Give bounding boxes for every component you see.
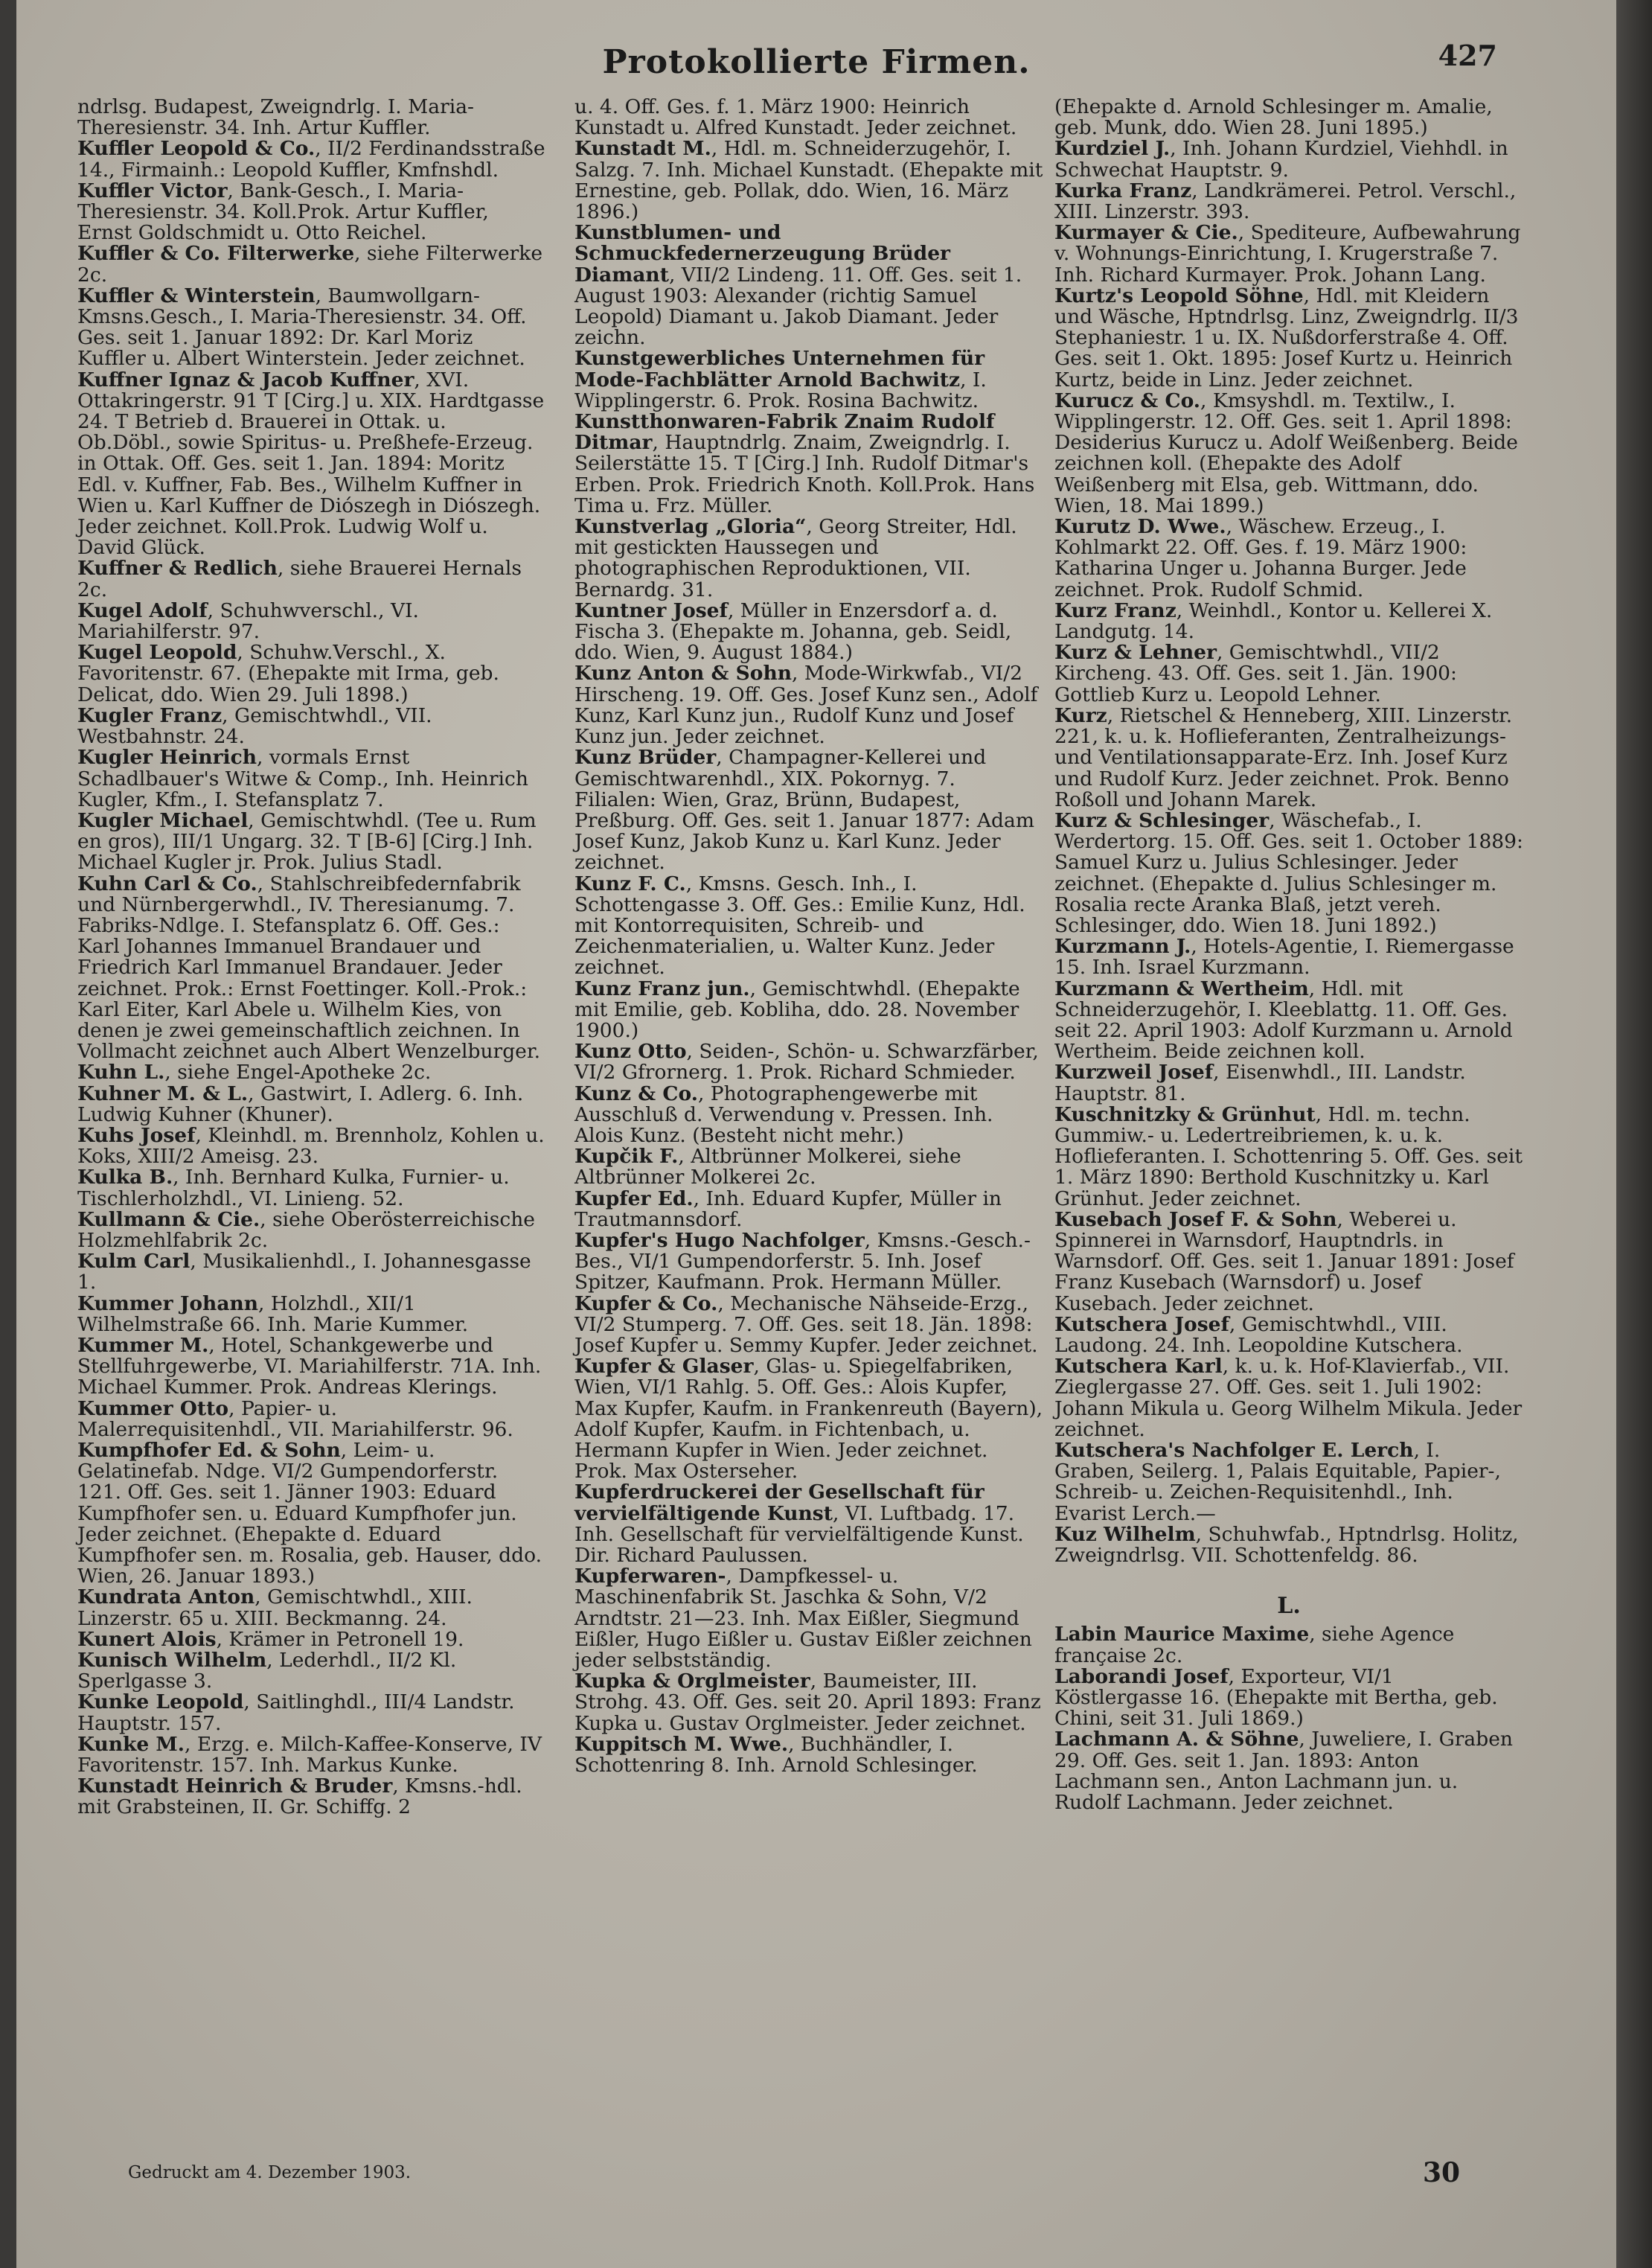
directory-entry: Kunke Leopold, Saitlinghdl., III/4 Landstr. Hauptstr. 157.: [77, 1690, 515, 1735]
firm-name: Kunert Alois: [77, 1627, 217, 1651]
firm-name: Kurz & Lehner: [1054, 641, 1217, 665]
page-edge-shadow: [1616, 0, 1652, 2268]
directory-entry: Kurz & Lehner, Gemischtwhdl., VII/2 Kircheng. 43. Off. Ges. seit 1. Jän. 1900: Gottlieb Kurz u. Leopold Lehner.: [1054, 641, 1457, 706]
firm-name: Kupferwaren-: [574, 1565, 726, 1588]
firm-name: Kurucz & Co.: [1054, 389, 1201, 412]
firm-name: Kulm Carl: [77, 1250, 191, 1274]
directory-entry: Kuntner Josef, Müller in Enzersdorf a. d. Fischa 3. (Ehepakte m. Johanna, geb. Seidl, ddo. Wien, 9. August 1884.): [574, 598, 1012, 665]
directory-entry: Kuschnitzky & Grünhut, Hdl. m. techn. Gummiw.- u. Ledertreibriemen, k. u. k. Hoflieferanten. I. Schottenring 5. Off. Ges. seit 1. März 1890: Berthold Kuschnitzky u. Karl Grünhut. Jeder zeichnet.: [1054, 1102, 1523, 1210]
firm-name: Kuntner Josef: [574, 598, 728, 622]
directory-entry: Kurutz D. Wwe., Wäschew. Erzeug., I. Kohlmarkt 22. Off. Ges. f. 19. März 1900: Katharina Unger u. Johanna Burger. Jede zeichnet. Prok. Rudolf Schmid.: [1054, 515, 1467, 601]
directory-entry: Kupferwaren-, Dampfkessel- u. Maschinenfabrik St. Jaschka & Sohn, V/2 Arndtstr. 21—23. Inh. Max Eißler, Siegmund Eißler, Hugo Eißler u. Gustav Eißler zeichnen jeder selbstständig.: [574, 1565, 1032, 1673]
firm-name: Kunz F. C.: [574, 872, 686, 895]
directory-entry: Kurz Franz, Weinhdl., Kontor u. Kellerei X. Landgutg. 14.: [1054, 598, 1493, 644]
directory-entry: (Ehepakte d. Arnold Schlesinger m. Amalie, geb. Munk, ddo. Wien 28. Juni 1895.): [1054, 95, 1493, 140]
firm-name: Kuffler Victor: [77, 179, 228, 202]
column-right: [1054, 97, 1523, 1813]
firm-name: Kusebach Josef F. & Sohn: [1054, 1207, 1337, 1231]
firm-name: Kurka Franz: [1054, 179, 1192, 202]
directory-entry: Kugler Franz, Gemischtwhdl., VII. Westbahnstr. 24.: [77, 703, 432, 749]
firm-name: Kuppitsch M. Wwe.: [574, 1732, 789, 1756]
directory-entry: Kurz, Rietschel & Henneberg, XIII. Linzerstr. 221, k. u. k. Hoflieferanten, Zentralheizungs- und Ventilationsapparate-Erz. Inh. Josef Kurz und Rudolf Kurz. Jeder zeichnet. Prok. Benno Roßoll und Johann Marek.: [1054, 703, 1513, 811]
directory-entry: Kuhn Carl & Co., Stahlschreibfedernfabrik und Nürnbergerwhdl., IV. Theresianumg. 7. Fabriks-Ndlge. I. Stefansplatz 6. Off. Ges.: Karl Johannes Immanuel Brandauer und Friedrich Karl Immanuel Brandauer. Jeder zeichnet. Prok.: Ernst Foettinger. Koll.-Prok.: Karl Eiter, Karl Abele u. Wilhelm Kies, von denen je zwei gemeinschaftlich zeichnen. In Vollmacht zeichnet auch Albert Wenzelburger.: [77, 872, 541, 1064]
directory-entry: Kunz Franz jun., Gemischtwhdl. (Ehepakte mit Emilie, geb. Kobliha, ddo. 28. November 1900.): [574, 977, 1020, 1042]
firm-name: Kuhs Josef: [77, 1123, 196, 1147]
directory-entry: Kummer Johann, Holzhdl., XII/1 Wilhelmstraße 66. Inh. Marie Kummer.: [77, 1291, 469, 1336]
firm-name: Kurz Franz: [1054, 598, 1176, 622]
firm-name: Kurutz D. Wwe.: [1054, 515, 1226, 539]
firm-name: Kuz Wilhelm: [1054, 1522, 1196, 1546]
firm-name: Kuhn L.: [77, 1061, 165, 1085]
directory-entry: Kuffner & Redlich, siehe Brauerei Hernals 2c.: [77, 557, 522, 601]
firm-name: Kugel Adolf: [77, 598, 208, 622]
firm-name: Kutschera Josef: [1054, 1312, 1229, 1336]
directory-entry: Kupka & Orglmeister, Baumeister, III. Strohg. 43. Off. Ges. seit 20. April 1893: Franz Kupka u. Gustav Orglmeister. Jeder zeichnet.: [574, 1670, 1041, 1735]
directory-entry: Kunisch Wilhelm, Lederhdl., II/2 Kl. Sperlgasse 3.: [77, 1649, 457, 1693]
page-title: Protokollierte Firmen.: [602, 43, 1031, 81]
firm-name: Kunz Anton & Sohn: [574, 662, 792, 686]
directory-entry: Kumpfhofer Ed. & Sohn, Leim- u. Gelatinefab. Ndge. VI/2 Gumpendorferstr. 121. Off. Ges. seit 1. Jänner 1903: Eduard Kumpfhofer sen. u. Eduard Kumpfhofer jun. Jeder zeichnet. (Ehepakte d. Eduard Kumpfhofer sen. m. Rosalia, geb. Hauser, ddo. Wien, 26. Januar 1893.): [77, 1439, 542, 1588]
directory-entry: Kugel Adolf, Schuhwverschl., VI. Mariahilferstr. 97.: [77, 598, 419, 644]
column-middle: [574, 97, 1043, 1776]
firm-name: Kunstadt M.: [574, 137, 711, 161]
directory-entry: Lachmann A. & Söhne, Juweliere, I. Graben 29. Off. Ges. seit 1. Jan. 1893: Anton Lachmann sen., Anton Lachmann jun. u. Rudolf Lachmann. Jeder zeichnet.: [1054, 1728, 1513, 1815]
firm-name: Kunstadt Heinrich & Bruder: [77, 1775, 393, 1798]
directory-entry: Kurzweil Josef, Eisenwhdl., III. Landstr. Hauptstr. 81.: [1054, 1061, 1466, 1105]
firm-name: Kupka & Orglmeister: [574, 1670, 810, 1693]
page-number: 427: [1438, 39, 1497, 72]
firm-name: Kunz & Co.: [574, 1082, 698, 1105]
firm-name: Kurzweil Josef: [1054, 1061, 1214, 1085]
firm-name: Kurtz's Leopold Söhne: [1054, 284, 1304, 307]
firm-name: Kuffler & Winterstein: [77, 284, 316, 307]
directory-entry: Kurzmann J., Hotels-Agentie, I. Riemergasse 15. Inh. Israel Kurzmann.: [1054, 935, 1514, 980]
directory-entry: Kuffler Victor, Bank-Gesch., I. Maria-Theresienstr. 34. Koll.Prok. Artur Kuffler, Ernst Goldschmidt u. Otto Reichel.: [77, 179, 489, 245]
directory-entry: Kurka Franz, Landkrämerei. Petrol. Verschl., XIII. Linzerstr. 393.: [1054, 179, 1517, 224]
firm-name: Kutschera's Nachfolger E. Lerch: [1054, 1439, 1414, 1462]
directory-entry: Labin Maurice Maxime, siehe Agence française 2c.: [1054, 1623, 1455, 1667]
firm-name: Kurzmann & Wertheim: [1054, 977, 1309, 1000]
directory-entry: Kurz & Schlesinger, Wäschefab., I. Werdertorg. 15. Off. Ges. seit 1. October 1889: Samuel Kurz u. Julius Schlesinger. Jeder zeichnet. (Ehepakte d. Julius Schlesinger m. Rosalia recte Aranka Blaß, jetzt vereh. Schlesinger, ddo. Wien 18. Juni 1892.): [1054, 808, 1523, 937]
firm-name: Kunke Leopold: [77, 1690, 244, 1714]
firm-name: Kunke M.: [77, 1732, 185, 1756]
directory-entry: Kunstthonwaren-Fabrik Znaim Rudolf Ditmar, Hauptndrlg. Znaim, Zweigndrlg. I. Seilerstätte 15. T [Cirg.] Inh. Rudolf Ditmar's Erben. Prok. Friedrich Knoth. Koll.Prok. Hans Tima u. Frz. Müller.: [574, 410, 1035, 517]
firm-name: Kunstverlag „Gloria“: [574, 515, 807, 539]
directory-entry: Kurucz & Co., Kmsyshdl. m. Textilw., I. Wipplingerstr. 12. Off. Ges. seit 1. April 1898: Desiderius Kurucz u. Adolf Weißenberg. Beide zeichnen koll. (Ehepakte des Adolf Weißenberg mit Elsa, geb. Wittmann, ddo. Wien, 18. Mai 1899.): [1054, 389, 1518, 517]
firm-name: Kupfer & Co.: [574, 1291, 718, 1315]
directory-entry: Kupfer & Co., Mechanische Nähseide-Erzg., VI/2 Stumperg. 7. Off. Ges. seit 18. Jän. 1898: Josef Kupfer u. Semmy Kupfer. Jeder zeichnet.: [574, 1291, 1038, 1357]
directory-entry: Kurdziel J., Inh. Johann Kurdziel, Viehhdl. in Schwechat Hauptstr. 9.: [1054, 137, 1508, 182]
firm-name: Kummer Johann: [77, 1291, 259, 1315]
firm-name: Kurdziel J.: [1054, 137, 1171, 161]
directory-entry: Kuz Wilhelm, Schuhwfab., Hptndrlsg. Holitz, Zweigndrlsg. VII. Schottenfeldg. 86.: [1054, 1522, 1519, 1568]
directory-entry: Kunz Brüder, Champagner-Kellerei und Gemischtwarenhdl., XIX. Pokornyg. 7. Filialen: Wien, Graz, Brünn, Budapest, Preßburg. Off. Ges. seit 1. Januar 1877: Adam Josef Kunz, Jakob Kunz u. Karl Kunz. Jeder zeichnet.: [574, 746, 1034, 875]
firm-name: Kuffner & Redlich: [77, 557, 278, 581]
directory-entry: Laborandi Josef, Exporteur, VI/1 Köstlergasse 16. (Ehepakte mit Bertha, geb. Chini, seit 31. Juli 1869.): [1054, 1664, 1498, 1731]
firm-name: Kummer M.: [77, 1333, 209, 1357]
directory-entry: Kuffler & Winterstein, Baumwollgarn-Kmsns.Gesch., I. Maria-Theresienstr. 34. Off. Ges. seit 1. Januar 1892: Dr. Karl Moriz Kuffler u. Albert Winterstein. Jeder zeichnet.: [77, 284, 527, 371]
directory-entry: Kurzmann & Wertheim, Hdl. mit Schneiderzugehör, I. Kleeblattg. 11. Off. Ges. seit 22. April 1903: Adolf Kurzmann u. Arnold Wertheim. Beide zeichnen koll.: [1054, 977, 1513, 1064]
firm-name: Kurz & Schlesinger: [1054, 808, 1270, 832]
directory-entry: Kunz F. C., Kmsns. Gesch. Inh., I. Schottengasse 3. Off. Ges.: Emilie Kunz, Hdl. mit Kontorrequisiten, Schreib- und Zeichenmaterialien, u. Walter Kunz. Jeder zeichnet.: [574, 872, 1025, 980]
directory-entry: Kunstadt M., Hdl. m. Schneiderzugehör, I. Salzg. 7. Inh. Michael Kunstadt. (Ehepakte mit Ernestine, geb. Pollak, ddo. Wien, 16. März 1896.): [574, 137, 1043, 224]
firm-name: Kupfer Ed.: [574, 1186, 694, 1210]
firm-name: Kupferdruckerei der Gesellschaft für vervielfältigende Kunst: [574, 1480, 985, 1525]
directory-entry: Kugler Michael, Gemischtwhdl. (Tee u. Rum en gros), III/1 Ungarg. 32. T [B-6] [Cirg.] Inh. Michael Kugler jr. Prok. Julius Stadl.: [77, 808, 537, 875]
directory-entry: Kunke M., Erzg. e. Milch-Kaffee-Konserve, IV Favoritenstr. 157. Inh. Markus Kunke.: [77, 1732, 542, 1777]
firm-name: Kuhner M. & L.: [77, 1082, 249, 1105]
directory-entry: Kupfer & Glaser, Glas- u. Spiegelfabriken, Wien, VI/1 Rahlg. 5. Off. Ges.: Alois Kupfer, Max Kupfer, Kaufm. in Frankenreuth (Bayern), Adolf Kupfer, Kaufm. in Fichtenbach, u. Hermann Kupfer in Wien. Jeder zeichnet. Prok. Max Osterseher.: [574, 1355, 1043, 1483]
firm-name: Kunstblumen- und Schmuckfedernerzeugung Brüder Diamant: [574, 221, 951, 287]
directory-entry: Kunz Otto, Seiden-, Schön- u. Schwarzfärber, VI/2 Gfrornerg. 1. Prok. Richard Schmieder.: [574, 1040, 1039, 1085]
directory-entry: Kulm Carl, Musikalienhdl., I. Johannesgasse 1.: [77, 1250, 531, 1294]
firm-name: Kullmann & Cie.: [77, 1207, 260, 1231]
firm-name: Kugler Franz: [77, 703, 222, 727]
directory-entry: Kuhs Josef, Kleinhdl. m. Brennholz, Kohlen u. Koks, XIII/2 Ameisg. 23.: [77, 1123, 545, 1169]
directory-entry: Kutschera Josef, Gemischtwhdl., VIII. Laudong. 24. Inh. Leopoldine Kutschera.: [1054, 1312, 1463, 1357]
directory-entry: Kummer M., Hotel, Schankgewerbe und Stellfuhrgewerbe, VI. Mariahilferstr. 71A. Inh. Michael Kummer. Prok. Andreas Klerings.: [77, 1333, 542, 1399]
directory-entry: Kuffler & Co. Filterwerke, siehe Filterwerke 2c.: [77, 242, 543, 287]
directory-entry: Kunert Alois, Krämer in Petronell 19.: [77, 1627, 464, 1651]
directory-entry: Kupferdruckerei der Gesellschaft für vervielfältigende Kunst, VI. Luftbadg. 17. Inh. Gesellschaft für vervielfältigende Kunst. Dir. Richard Paulussen.: [574, 1480, 1024, 1568]
firm-name: Kuschnitzky & Grünhut: [1054, 1102, 1316, 1126]
firm-name: Kurmayer & Cie.: [1054, 221, 1238, 245]
directory-entry: Kullmann & Cie., siehe Oberösterreichische Holzmehlfabrik 2c.: [77, 1207, 535, 1252]
directory-entry: u. 4. Off. Ges. f. 1. März 1900: Heinrich Kunstadt u. Alfred Kunstadt. Jeder zeichnet.: [574, 95, 1017, 140]
firm-name: Kunstthonwaren-Fabrik Znaim Rudolf Ditmar: [574, 410, 995, 455]
firm-name: Kulka B.: [77, 1166, 173, 1189]
directory-entry: Kupfer Ed., Inh. Eduard Kupfer, Müller in Trautmannsdorf.: [574, 1186, 1002, 1231]
directory-entry: Kummer Otto, Papier- u. Malerrequisitenhdl., VII. Mariahilferstr. 96.: [77, 1396, 513, 1441]
document-page: [16, 0, 1616, 2268]
directory-entry: ndrlsg. Budapest, Zweigndrlg. I. Maria-Theresienstr. 34. Inh. Artur Kuffler.: [77, 95, 474, 140]
firm-name: Kuffner Ignaz & Jacob Kuffner: [77, 368, 414, 392]
firm-name: Labin Maurice Maxime: [1054, 1623, 1310, 1646]
firm-name: Kumpfhofer Ed. & Sohn: [77, 1439, 341, 1462]
firm-name: Kupčik F.: [574, 1145, 679, 1169]
directory-entry: Kunstblumen- und Schmuckfedernerzeugung Brüder Diamant, VII/2 Lindeng. 11. Off. Ges. seit 1. August 1903: Alexander (richtig Samuel Leopold) Diamant u. Jakob Diamant. Jeder zeichn.: [574, 221, 1022, 350]
directory-entry: Kurtz's Leopold Söhne, Hdl. mit Kleidern und Wäsche, Hptndrlsg. Linz, Zweigndrlg. II/3 Stephaniestr. 1 u. IX. Nußdorferstraße 4. Off. Ges. seit 1. Okt. 1895: Josef Kurtz u. Heinrich Kurtz, beide in Linz. Jeder zeichnet.: [1054, 284, 1519, 392]
firm-name: Kurzmann J.: [1054, 935, 1191, 959]
firm-name: Laborandi Josef: [1054, 1664, 1229, 1688]
directory-entry: Kunstverlag „Gloria“, Georg Streiter, Hdl. mit gestickten Haussegen und photographischen Reproduktionen, VII. Bernardg. 31.: [574, 515, 1017, 601]
firm-name: Kugler Heinrich: [77, 746, 257, 770]
directory-entry: Kunz & Co., Photographengewerbe mit Ausschluß d. Verwendung v. Pressen. Inh. Alois Kunz. (Besteht nicht mehr.): [574, 1082, 993, 1147]
directory-entry: Kurmayer & Cie., Spediteure, Aufbewahrung v. Wohnungs-Einrichtung, I. Krugerstraße 7. Inh. Richard Kurmayer. Prok. Johann Lang.: [1054, 221, 1521, 287]
directory-entry: Kupčik F., Altbrünner Molkerei, siehe Altbrünner Molkerei 2c.: [574, 1145, 961, 1189]
directory-entry: Kutschera Karl, k. u. k. Hof-Klavierfab., VII. Zieglergasse 27. Off. Ges. seit 1. Juli 1902: Johann Mikula u. Georg Wilhelm Mikula. Jeder zeichnet.: [1054, 1355, 1523, 1441]
firm-name: Kummer Otto: [77, 1396, 229, 1420]
firm-name: Lachmann A. & Söhne: [1054, 1728, 1299, 1751]
firm-name: Kunz Brüder: [574, 746, 717, 770]
directory-entry: Kunstgewerbliches Unternehmen für Mode-Fachblätter Arnold Bachwitz, I. Wipplingerstr. 6. Prok. Rosina Bachwitz.: [574, 347, 987, 412]
firm-name: Kunz Franz jun.: [574, 977, 750, 1000]
directory-entry: Kusebach Josef F. & Sohn, Weberei u. Spinnerei in Warnsdorf, Hauptndrls. in Warnsdorf. Off. Ges. seit 1. Januar 1891: Josef Franz Kusebach (Warnsdorf) u. Josef Kusebach. Jeder zeichnet.: [1054, 1207, 1514, 1315]
column-left: [77, 97, 546, 1818]
firm-name: Kugler Michael: [77, 808, 249, 832]
section-letter-heading: L.: [1277, 1593, 1301, 1620]
directory-entry: Kupfer's Hugo Nachfolger, Kmsns.-Gesch.-Bes., VI/1 Gumpendorferstr. 5. Inh. Josef Spitzer, Kaufmann. Prok. Hermann Müller.: [574, 1228, 1031, 1294]
firm-name: Kurz: [1054, 703, 1107, 727]
firm-name: Kunstgewerbliches Unternehmen für Mode-Fachblätter Arnold Bachwitz: [574, 347, 985, 392]
directory-entry: Kundrata Anton, Gemischtwhdl., XIII. Linzerstr. 65 u. XIII. Beckmanng. 24.: [77, 1585, 473, 1630]
directory-entry: Kunstadt Heinrich & Bruder, Kmsns.-hdl. mit Grabsteinen, II. Gr. Schiffg. 2: [77, 1775, 522, 1819]
directory-entry: Kugler Heinrich, vormals Ernst Schadlbauer's Witwe & Comp., Inh. Heinrich Kugler, Kfm., I. Stefansplatz 7.: [77, 746, 528, 811]
directory-entry: Kuppitsch M. Wwe., Buchhändler, I. Schottenring 8. Inh. Arnold Schlesinger.: [574, 1732, 978, 1777]
firm-name: Kuffler Leopold & Co.: [77, 137, 316, 161]
firm-name: Kunisch Wilhelm: [77, 1649, 267, 1673]
directory-entry: Kuffler Leopold & Co., II/2 Ferdinandsstraße 14., Firmainh.: Leopold Kuffler, Kmfnshdl.: [77, 137, 545, 182]
directory-entry: Kugel Leopold, Schuhw.Verschl., X. Favoritenstr. 67. (Ehepakte mit Irma, geb. Delicat, ddo. Wien 29. Juli 1898.): [77, 641, 499, 706]
directory-entry: Kunz Anton & Sohn, Mode-Wirkwfab., VI/2 Hirscheng. 19. Off. Ges. Josef Kunz sen., Adolf Kunz, Karl Kunz jun., Rudolf Kunz und Josef Kunz jun. Jeder zeichnet.: [574, 662, 1038, 749]
firm-name: Kundrata Anton: [77, 1585, 255, 1609]
firm-name: Kunz Otto: [574, 1040, 687, 1064]
directory-entry: Kuffner Ignaz & Jacob Kuffner, XVI. Ottakringerstr. 91 T [Cirg.] u. XIX. Hardtgasse 24. T Betrieb d. Brauerei in Ottak. u. Ob.Döbl., sowie Spiritus- u. Preßhefe-Erzeug. in Ottak. Off. Ges. seit 1. Jan. 1894: Moritz Edl. v. Kuffner, Fab. Bes., Wilhelm Kuffner in Wien u. Karl Kuffner de Diószegh in Diószegh. Jeder zeichnet. Koll.Prok. Ludwig Wolf u. David Glück.: [77, 368, 545, 560]
firm-name: Kuhn Carl & Co.: [77, 872, 257, 895]
directory-entry: Kuhner M. & L., Gastwirt, I. Adlerg. 6. Inh. Ludwig Kuhner (Khuner).: [77, 1082, 524, 1126]
firm-name: Kutschera Karl: [1054, 1355, 1223, 1379]
firm-name: Kuffler & Co. Filterwerke: [77, 242, 355, 266]
sheet-signature-number: 30: [1423, 2157, 1461, 2188]
directory-entry: Kuhn L., siehe Engel-Apotheke 2c.: [77, 1061, 432, 1085]
directory-entry: Kutschera's Nachfolger E. Lerch, I. Graben, Seilerg. 1, Palais Equitable, Papier-, Schreib- u. Zeichen-Requisitenhdl., Inh. Evarist Lerch.—: [1054, 1439, 1501, 1525]
firm-name: Kupfer & Glaser: [574, 1355, 754, 1379]
firm-name: Kupfer's Hugo Nachfolger: [574, 1228, 865, 1252]
firm-name: Kugel Leopold: [77, 641, 237, 665]
print-date-note: Gedruckt am 4. Dezember 1903.: [128, 2163, 412, 2182]
directory-entry: Kulka B., Inh. Bernhard Kulka, Furnier- u. Tischlerholzhdl., VI. Linieng. 52.: [77, 1166, 510, 1210]
